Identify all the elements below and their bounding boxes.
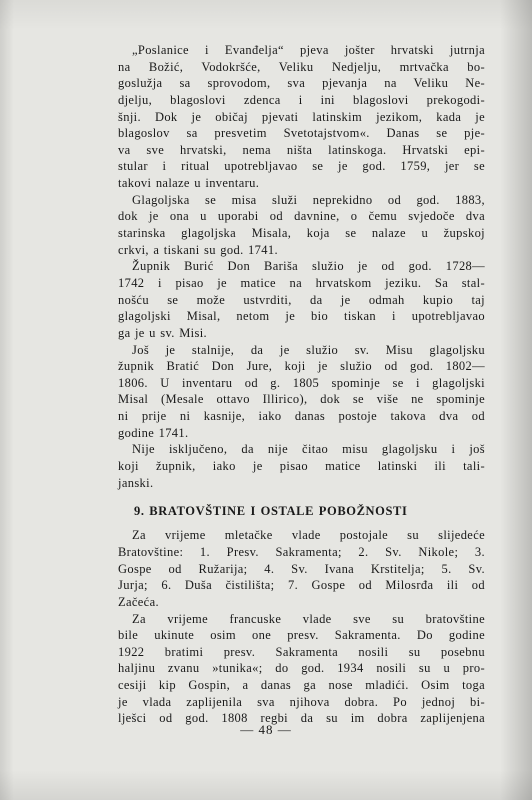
text-line: starinska glagoljska Misala, koja se nalaze u župskoj [118, 226, 485, 241]
text-line: janski. [118, 475, 154, 490]
text-line: 1806. U inventaru od g. 1805 spominje se i glagoljski [118, 375, 485, 390]
text-line: godine 1741. [118, 425, 189, 440]
text-line: Glagoljska se misa služi neprekidno od god. 1883, [132, 192, 485, 207]
text-line: ni prije ni kasnije, iako danas postoje takova dva od [118, 409, 485, 424]
text-line: na Božić, Vodokršće, Veliku Nedjelju, mrtvačka bo- [118, 59, 485, 74]
paragraph-6 [118, 527, 485, 610]
text-line: stular i ritual upotrebljavao se je god. 1759, jer se [118, 159, 485, 174]
text-line: „Poslanice i Evanđelja“ pjeva jošter hrvatski jutrnja [132, 43, 485, 57]
paragraph-3 [118, 258, 485, 341]
paragraph-4 [118, 342, 485, 442]
text-line: dok je ona u uporabi od davnine, o čemu svjedoče dva [118, 209, 485, 224]
text-line: koji župnik, iako je pisao matice latinski ili tali- [118, 459, 485, 474]
section-heading: 9. BRATOVŠTINE I OSTALE POBOŽNOSTI [134, 504, 408, 519]
text-line: ga je u sv. Misi. [118, 325, 207, 340]
text-line: lješci od god. 1808 regbi da su im dobra zaplijenjena [118, 711, 485, 726]
text-line: cesiji kip Gospin, a danas ga nose mladići. Osim toga [118, 678, 485, 693]
text-line: Za vrijeme francuske vlade sve su bratovštine [132, 611, 485, 626]
text-line: blagoslov sa presvetim Svetotajstvom«. Danas se pje- [118, 126, 485, 141]
text-line: Misal (Mesale ottavo Illirico), dok se više ne spominje [118, 392, 485, 407]
text-line: haljinu zvanu »tunika«; do god. 1934 nosili su u pro- [118, 661, 485, 676]
text-line: Za vrijeme mletačke vlade postojale su slijedeće [132, 528, 485, 543]
text-line: djelju, blagoslovi zdenca i ini blagoslovi prekogodi- [118, 92, 485, 107]
paragraph-5 [118, 441, 485, 491]
text-line: Bratovštine: 1. Presv. Sakramenta; 2. Sv. Nikole; 3. [118, 544, 485, 559]
text-line: crkvi, a tiskani su god. 1741. [118, 242, 278, 257]
paragraph-2 [118, 192, 485, 259]
paragraph-1 [118, 42, 485, 192]
page-text [118, 42, 485, 727]
text-line: Jurja; 6. Duša čistilišta; 7. Gospe od Milosrđa ili od [118, 578, 485, 593]
text-line: Začeća. [118, 594, 159, 609]
page-number: — 48 — [240, 722, 292, 737]
text-line: Nije isključeno, da nije čitao misu glagoljsku i još [132, 442, 485, 457]
text-line: Još je stalnije, da je služio sv. Misu glagoljsku [132, 342, 485, 357]
text-line: je vlada zaplijenila sva njihova dobra. Po jednoj bi- [118, 694, 485, 709]
text-line: župnik Bratić Don Jure, koji je služio od god. 1802— [118, 359, 485, 374]
text-line: 1922 bratimi presv. Sakramenta nosili su posebnu [118, 644, 485, 659]
text-line: nošću se može ustvrditi, da je odmah kupio taj [118, 292, 485, 307]
text-line: takovi nalaze u inventaru. [118, 176, 260, 191]
text-line: Gospe od Ružarija; 4. Sv. Ivana Krstitelja; 5. Sv. [118, 561, 485, 576]
text-line: glagoljski Misal, netom je bio tiskan i upotrebljavao [118, 309, 485, 324]
paragraph-7 [118, 611, 485, 727]
text-line: Župnik Burić Don Bariša služio je od god. 1728— [132, 259, 485, 274]
text-line: goslužja sa sprovodom, sva pjevanja na Veliku Ne- [118, 76, 485, 91]
text-line: va sve hrvatski, nema ništa latinskoga. Hrvatski epi- [118, 142, 485, 157]
text-line: bile ukinute osim one presv. Sakramenta. Do godine [118, 628, 485, 643]
text-line: šnji. Dok je običaj pjevati latinskim jezikom, kada je [118, 109, 485, 124]
text-line: 1742 i pisao je matice na hrvatskom jeziku. Sa stal- [118, 275, 485, 290]
